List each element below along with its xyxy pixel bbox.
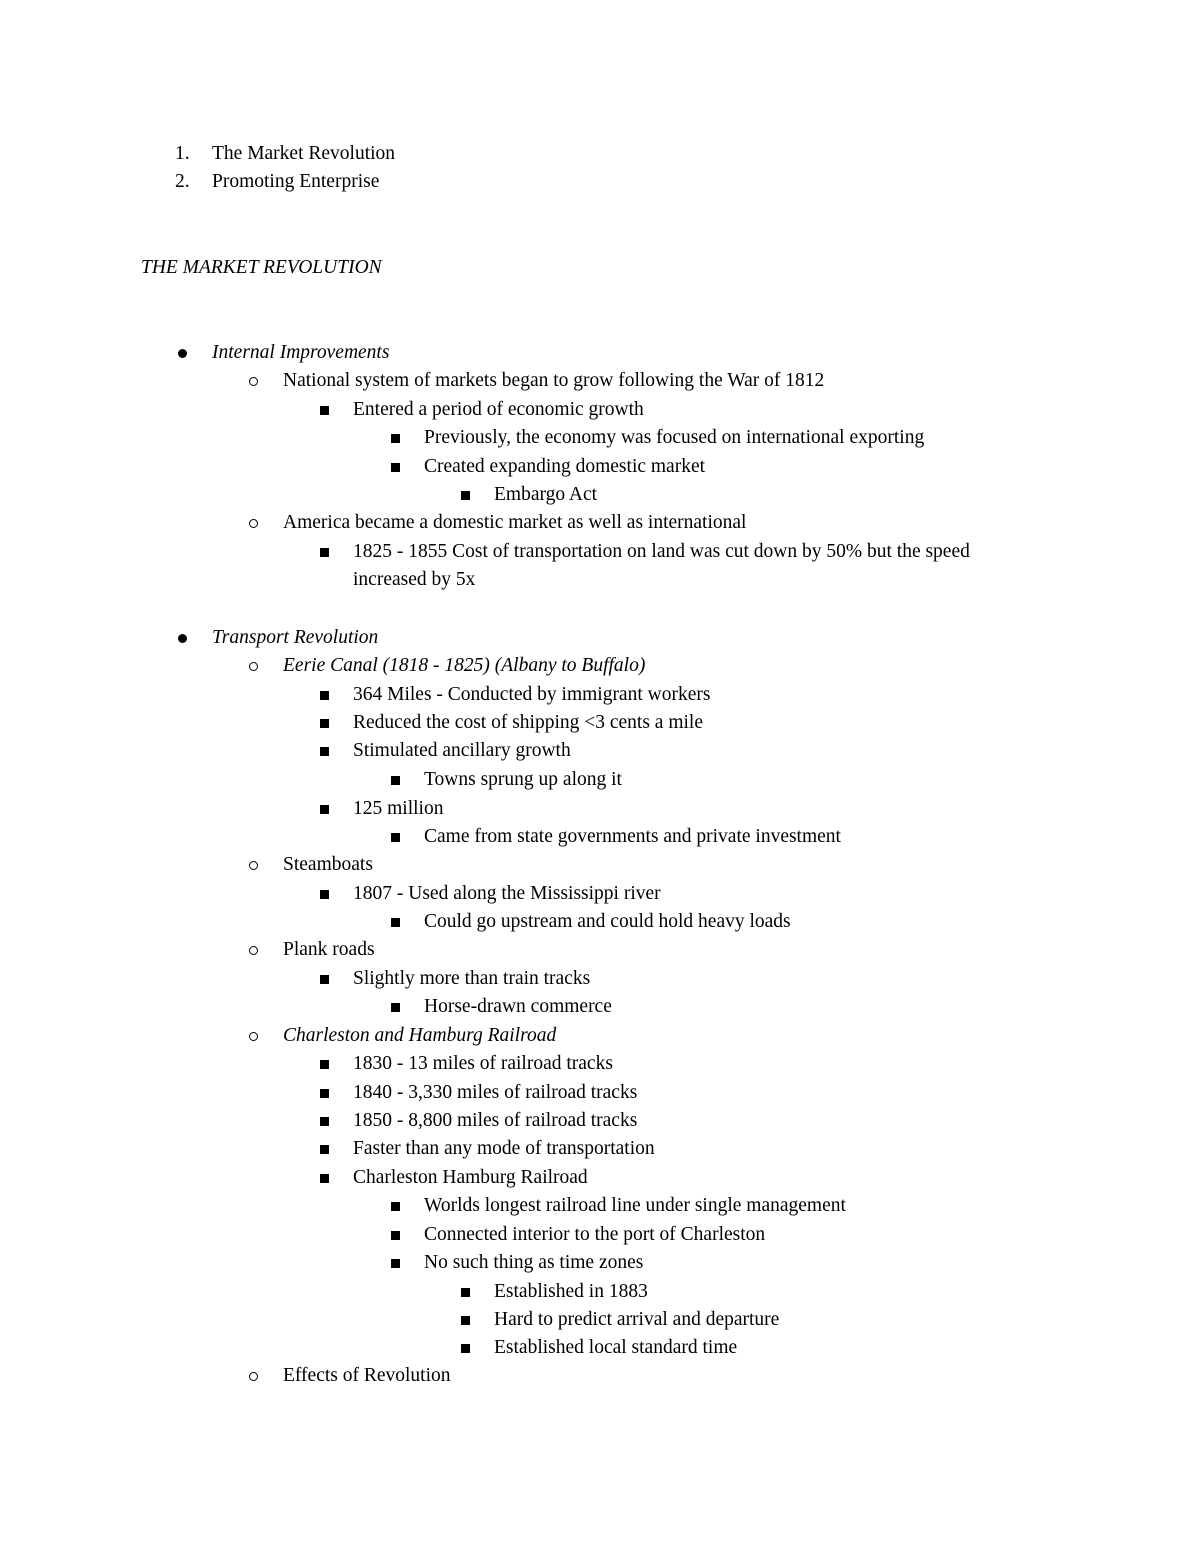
outline-item: Towns sprung up along it <box>424 769 622 790</box>
outline-heading-internal-improvements: Internal Improvements <box>212 342 390 363</box>
square-bullet-icon <box>391 918 400 927</box>
outline-item: No such thing as time zones <box>424 1252 644 1273</box>
square-bullet-icon <box>320 1145 329 1154</box>
square-bullet-icon <box>320 691 329 700</box>
outline-item: Connected interior to the port of Charleston <box>424 1224 766 1245</box>
outline-item: Came from state governments and private investment <box>424 826 841 847</box>
hollow-bullet-icon <box>249 662 258 671</box>
square-bullet-icon <box>320 1117 329 1126</box>
square-bullet-icon <box>391 1003 400 1012</box>
outline-item: Stimulated ancillary growth <box>353 740 571 761</box>
toc-item-promoting-enterprise: Promoting Enterprise <box>212 171 380 192</box>
square-bullet-icon <box>320 1060 329 1069</box>
outline-item: Plank roads <box>283 939 375 960</box>
outline-item: Reduced the cost of shipping <3 cents a mile <box>353 712 704 733</box>
square-bullet-icon <box>320 719 329 728</box>
outline-item: Entered a period of economic growth <box>353 399 644 420</box>
square-bullet-icon <box>391 776 400 785</box>
outline-item: National system of markets began to grow following the War of 1812 <box>283 370 825 391</box>
outline-item: Established in 1883 <box>494 1281 648 1302</box>
square-bullet-icon <box>461 1288 470 1297</box>
toc-number: 1. <box>175 143 190 164</box>
square-bullet-icon <box>391 833 400 842</box>
outline-item: America became a domestic market as well as international <box>283 512 747 533</box>
section-heading: THE MARKET REVOLUTION <box>141 257 382 278</box>
hollow-bullet-icon <box>249 946 258 955</box>
square-bullet-icon <box>461 491 470 500</box>
outline-heading-transport-revolution: Transport Revolution <box>212 627 379 648</box>
outline-item: Could go upstream and could hold heavy loads <box>424 911 791 932</box>
toc-number: 2. <box>175 171 190 192</box>
filled-bullet-icon <box>178 349 187 358</box>
square-bullet-icon <box>320 975 329 984</box>
square-bullet-icon <box>320 1089 329 1098</box>
outline-item: Hard to predict arrival and departure <box>494 1309 780 1330</box>
square-bullet-icon <box>391 434 400 443</box>
square-bullet-icon <box>320 548 329 557</box>
square-bullet-icon <box>461 1316 470 1325</box>
outline-item: Previously, the economy was focused on international exporting <box>424 427 925 448</box>
outline-item: Charleston Hamburg Railroad <box>353 1167 588 1188</box>
filled-bullet-icon <box>178 634 187 643</box>
outline-item: Faster than any mode of transportation <box>353 1138 655 1159</box>
outline-item: 1830 - 13 miles of railroad tracks <box>353 1053 613 1074</box>
outline-item: Worlds longest railroad line under single management <box>424 1195 846 1216</box>
outline-item: Established local standard time <box>494 1337 738 1358</box>
outline-item-continued: increased by 5x <box>353 569 476 590</box>
square-bullet-icon <box>320 1174 329 1183</box>
outline-item: Charleston and Hamburg Railroad <box>283 1025 557 1046</box>
square-bullet-icon <box>320 747 329 756</box>
outline-item: 1807 - Used along the Mississippi river <box>353 883 661 904</box>
outline-item: 1825 - 1855 Cost of transportation on land was cut down by 50% but the speed <box>353 541 970 562</box>
square-bullet-icon <box>320 406 329 415</box>
outline-item: 125 million <box>353 798 444 819</box>
outline-item: 1840 - 3,330 miles of railroad tracks <box>353 1082 638 1103</box>
hollow-bullet-icon <box>249 519 258 528</box>
square-bullet-icon <box>320 890 329 899</box>
outline-item: Eerie Canal (1818 - 1825) (Albany to Buffalo) <box>283 655 646 676</box>
outline-item: Horse-drawn commerce <box>424 996 612 1017</box>
outline-item: Embargo Act <box>494 484 598 505</box>
outline-item: Created expanding domestic market <box>424 456 706 477</box>
square-bullet-icon <box>461 1344 470 1353</box>
outline-item: 364 Miles - Conducted by immigrant workers <box>353 684 711 705</box>
hollow-bullet-icon <box>249 377 258 386</box>
square-bullet-icon <box>391 1259 400 1268</box>
toc-item-market-revolution: The Market Revolution <box>212 143 396 164</box>
outline-item: Slightly more than train tracks <box>353 968 591 989</box>
hollow-bullet-icon <box>249 861 258 870</box>
outline-item: 1850 - 8,800 miles of railroad tracks <box>353 1110 638 1131</box>
hollow-bullet-icon <box>249 1372 258 1381</box>
square-bullet-icon <box>391 463 400 472</box>
square-bullet-icon <box>391 1231 400 1240</box>
hollow-bullet-icon <box>249 1032 258 1041</box>
outline-item: Steamboats <box>283 854 373 875</box>
square-bullet-icon <box>320 805 329 814</box>
square-bullet-icon <box>391 1202 400 1211</box>
outline-item: Effects of Revolution <box>283 1365 451 1386</box>
